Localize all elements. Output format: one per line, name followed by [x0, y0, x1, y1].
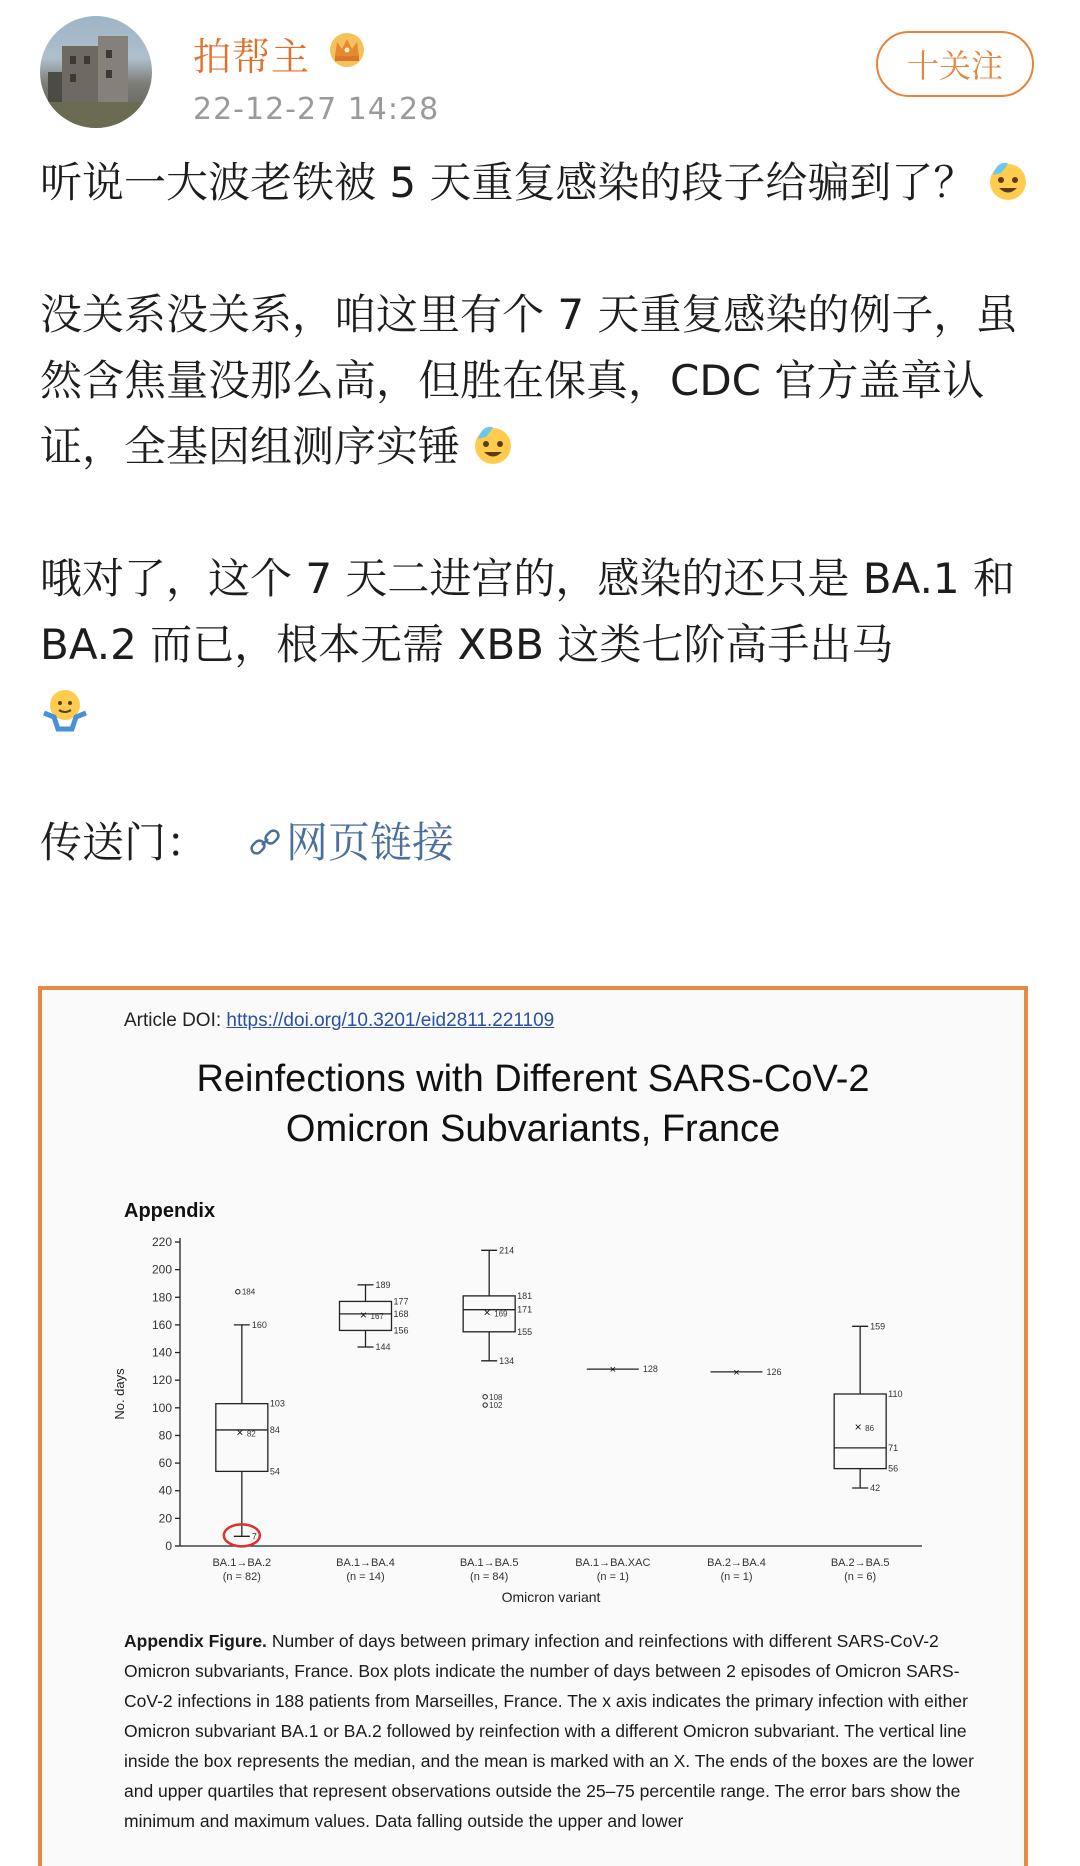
paragraph-gap [40, 480, 1050, 546]
q3-label: 181 [517, 1290, 533, 1301]
post-image[interactable] [38, 986, 1028, 1866]
y-tick-label: 80 [158, 1428, 172, 1443]
y-tick-label: 60 [158, 1456, 172, 1471]
post-text: 听说一大波老铁被 5 天重复感染的段子给骗到了？ [40, 158, 976, 207]
post-timestamp: 22-12-27 14:28 [193, 92, 440, 127]
avatar-window [84, 56, 90, 64]
avatar-window [106, 70, 112, 78]
single-value-label: 128 [642, 1364, 658, 1375]
x-tick-label: BA.1→BA.2 [212, 1557, 272, 1569]
x-tick-count: (n = 1) [596, 1571, 629, 1583]
avatar-window [70, 74, 76, 82]
y-tick-label: 40 [158, 1483, 172, 1498]
outlier-point [483, 1395, 487, 1399]
y-axis-label: No. days [112, 1368, 127, 1420]
x-tick-count: (n = 1) [720, 1571, 753, 1583]
caption-text: Number of days between primary infection and reinfections with different SARS-CoV-2 Omicron subvariants, France. Box plots indicate the number of days between 2 episodes of Omicron SARS-CoV-2 infections in 188 patients from Marseilles, France. The x axis indicates the primary infection with either Omicron subvariant BA.1 or BA.2 followed by reinfection with a different Omicron subvariant. The vertical line inside the box represents the median, and the mean is marked with an X. The ends of the boxes are the lower and upper quartiles that represent observations outside the 25–75 percentile range. The error bars show the minimum and maximum values. Data falling outside the upper and lower [124, 1631, 974, 1831]
x-tick-count: (n = 6) [844, 1571, 877, 1583]
appendix-heading: Appendix [124, 1200, 216, 1222]
y-tick-label: 20 [158, 1511, 172, 1526]
mean-marker: × [359, 1308, 368, 1323]
post-paragraph [40, 150, 1050, 216]
mean-marker: × [483, 1305, 491, 1320]
y-tick-label: 140 [151, 1345, 172, 1360]
outlier-label: 102 [489, 1401, 503, 1411]
q3-label: 110 [888, 1389, 903, 1399]
mean-label: 169 [494, 1309, 508, 1319]
post-body [40, 150, 1050, 876]
avatar-window [106, 50, 112, 58]
x-tick-count: (n = 14) [346, 1571, 385, 1583]
min-label: 134 [499, 1355, 515, 1366]
web-link-label: 网页链接 [286, 818, 455, 867]
avatar-window [70, 56, 76, 64]
x-axis-label: Omicron variant [501, 1589, 601, 1605]
median-label: 171 [517, 1304, 533, 1315]
x-tick-label: BA.1→BA.5 [459, 1557, 519, 1569]
min-label: 144 [375, 1342, 391, 1353]
mean-marker: × [854, 1420, 862, 1435]
avatar-rubble [40, 102, 152, 128]
q3-label: 177 [393, 1296, 409, 1307]
paragraph-gap [40, 216, 1050, 282]
figure-title-line: Omicron Subvariants, France [285, 1108, 781, 1150]
doi-link[interactable]: https://doi.org/10.3201/eid2811.221109 [226, 1010, 555, 1031]
article-doi [124, 1010, 554, 1032]
figure-title-line: Reinfections with Different SARS-CoV-2 [196, 1058, 870, 1100]
figure-title [42, 1054, 1024, 1154]
doi-prefix: Article DOI: [124, 1010, 222, 1031]
x-tick-label: BA.2→BA.5 [830, 1557, 890, 1569]
x-tick-count: (n = 84) [470, 1571, 509, 1583]
y-tick-label: 160 [151, 1317, 172, 1332]
max-label: 189 [375, 1279, 391, 1290]
post-link-line [40, 810, 1050, 876]
outlier-label: 184 [241, 1287, 256, 1297]
q1-label: 155 [517, 1326, 533, 1337]
post-paragraph [40, 546, 1050, 744]
box-plot-chart [102, 1226, 962, 1626]
max-label: 159 [870, 1321, 886, 1332]
median-label: 71 [888, 1442, 899, 1453]
max-label: 160 [251, 1319, 267, 1330]
crown-badge-icon [327, 30, 367, 68]
outlier-point [236, 1290, 240, 1294]
y-tick-label: 200 [151, 1262, 172, 1277]
outlier-label: 108 [489, 1392, 503, 1402]
y-tick-label: 180 [151, 1290, 172, 1305]
median-label: 168 [393, 1308, 409, 1319]
shrug-emoji-icon [40, 683, 90, 733]
q1-label: 156 [393, 1325, 409, 1336]
x-tick-label: BA.1→BA.XAC [575, 1557, 651, 1569]
q3-label: 103 [269, 1398, 285, 1409]
portal-label: 传送门： [40, 818, 209, 867]
mean-marker: × [236, 1425, 244, 1440]
link-icon [248, 825, 282, 859]
min-label: 7 [251, 1531, 257, 1542]
single-value-label: 126 [766, 1366, 782, 1377]
median-label: 84 [269, 1424, 280, 1435]
post-text: 哦对了，这个 7 天二进宫的，感染的还只是 BA.1 和 BA.2 而已，根本无需 XBB 这类七阶高手出马 [40, 554, 1016, 669]
caption-bold: Appendix Figure. [124, 1631, 267, 1651]
x-tick-count: (n = 82) [222, 1571, 261, 1583]
mean-label: 167 [370, 1312, 384, 1322]
outlier-point [483, 1403, 487, 1407]
y-tick-label: 120 [151, 1373, 172, 1388]
username[interactable]: 拍帮主 [193, 35, 311, 79]
y-tick-label: 0 [165, 1539, 172, 1553]
max-label: 214 [499, 1245, 515, 1256]
post-text: 没关系没关系，咱这里有个 7 天重复感染的例子，虽然含焦量没那么高，但胜在保真，CDC 官方盖章认证，全基因组测序实锤 [40, 290, 1018, 471]
figure-caption [124, 1626, 984, 1836]
mean-label: 82 [246, 1429, 256, 1439]
y-tick-label: 100 [151, 1400, 172, 1415]
q1-label: 54 [269, 1466, 280, 1477]
y-tick-label: 220 [151, 1235, 172, 1249]
single-value-marker: × [609, 1364, 617, 1377]
post-paragraph [40, 282, 1050, 480]
min-label: 42 [870, 1482, 881, 1493]
follow-button[interactable]: 十关注 [876, 31, 1034, 97]
mean-label: 86 [865, 1424, 875, 1434]
q1-label: 56 [888, 1463, 899, 1474]
avatar[interactable] [40, 16, 152, 128]
single-value-marker: × [733, 1366, 740, 1379]
paragraph-gap [40, 744, 1050, 810]
x-tick-label: BA.2→BA.4 [707, 1557, 766, 1569]
sweat-smile-emoji-icon [983, 155, 1033, 205]
avatar-building [98, 36, 128, 110]
sweat-smile-emoji-icon [468, 419, 518, 469]
x-tick-label: BA.1→BA.4 [336, 1557, 395, 1569]
web-link[interactable] [248, 818, 454, 867]
